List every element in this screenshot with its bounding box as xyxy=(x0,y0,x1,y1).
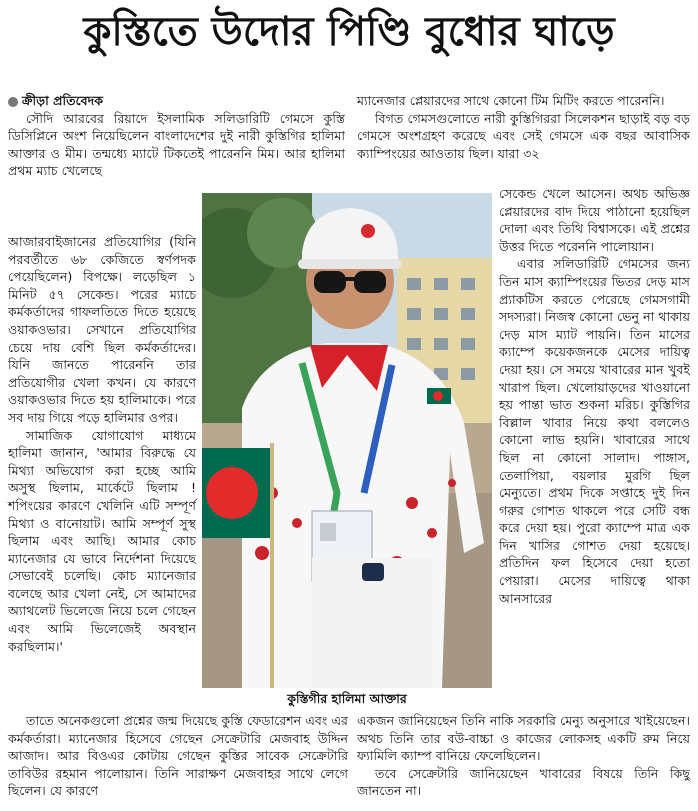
byline-text: ক্রীড়া প্রতিবেদক xyxy=(22,93,104,108)
paragraph: সামাজিক যোগাযোগ মাধ্যমে হালিমা জানান, 'আমার বিরুদ্ধে যে মিথ্যা অভিযোগ করা হচ্ছে আমি অসুস্থ ছিলাম, মার্কেটে ছিলাম ! শপিংয়ের কারণে খেলিনি এটি সম্পূর্ণ মিথ্যা ও বানোয়াট। আমি সম্পূর্ণ সুস্থ ছিলাম এবং আছি। আমার কোচ ম্যানেজার যে ভাবে নির্দেশনা দিয়েছে সেভাবেই চলেছি। কোচ ম্যানেজার বলেছে আর খেলা নেই, সে আমাদের অ্যাথলেট ভিলেজে নিয়ে চলে গেছেন এবং আমি ভিলেজেই অবস্থান করছিলাম।' xyxy=(8,427,196,654)
article-column-bottom-right xyxy=(357,712,690,808)
paragraph: তাতে অনেকগুলো প্রশ্নের জন্ম দিয়েছে কুস্তি ফেডারেশন এবং এর কর্মকর্তারা। ম্যানেজার হিসেবে গেছেন সেক্রেটারি মেজবাহ উদ্দিন আজাদ। আর বিওএর কোটায় গেছেন কুস্তির সাবেক সেক্রেটারি তাবিউর রহমান পালোয়ান। তিনি সারাক্ষণ মেজবাহর সাথে লেগে ছিলেন। যে কারণে xyxy=(8,713,348,799)
paragraph: একজন জানিয়েছেন তিনি নাকি সরকারি মেন্যু অনুসারে খাইয়েছেন। অথচ তিনি তার বউ-বাচ্চা ও কাজের লোকসহ একটি রুম নিয়ে ফ্যামিলি ক্যাম্প বানিয়ে ফেলেছিলেন। xyxy=(357,713,690,764)
bullet-icon xyxy=(8,97,18,107)
article-column-left xyxy=(8,233,196,711)
article-column-bottom-left xyxy=(8,712,348,808)
photo-caption: কুস্তিগীর হালিমা আক্তার xyxy=(287,691,407,706)
byline xyxy=(8,92,345,110)
athlete-photo-illustration xyxy=(202,193,492,688)
paragraph: বিগত গেমসগুলোতে নারী কুস্তিগিররা সিলেকশন ছাড়াই বড় বড় গেমসে অংশগ্রহণ করেছে এবং সেই গেমসে এক বছর আবাসিক ক্যাম্পিংয়ের আওতায় ছিল। যারা ৩২ xyxy=(357,110,690,161)
paragraph: তবে সেক্রেটারি জানিয়েছেন খাবারের বিষয়ে তিনি কিছু জানতেন না। xyxy=(357,765,690,799)
article-column-right xyxy=(499,185,690,695)
paragraph: ম্যানেজার প্লেয়ারদের সাথে কোনো টিম মিটিং করতে পারেননি। xyxy=(357,93,665,108)
paragraph: সৌদি আরবের রিয়াদে ইসলামিক সলিডারিটি গেমসে কুস্তি ডিসিপ্লিনে অংশ নিয়েছিলেন বাংলাদেশের দুই নারী কুস্তিগির হালিমা আক্তার ও মীম। তন্মধ্যে ম্যাটে টিকতেই পারেননি মিম। আর হালিমা প্রথম ম্যাচ খেলেছে xyxy=(8,110,345,179)
athlete-photo xyxy=(202,193,492,688)
paragraph: এবার সলিডারিটি গেমসের জন্য তিন মাস ক্যাম্পিংয়ের ভিতর দেড় মাস প্র্যাকটিস করতে পেরেছে গেমসগামী সদস্যরা। নিজস্ব কোনো ভেনু না থাকায় দেড় মাস ম্যাট পায়নি। তিন মাসের ক্যাম্পে কয়েকজনকে মেসের দায়িত্ব দেয়া হয়। সে সময়ে খাবারের মান খুবই খারাপ ছিল। খেলোয়াড়দের খাওয়ানো হয় পান্তা ভাত শুকনা মরিচ। কুস্তিগির বিল্লাল খাবার নিয়ে কথা বললেও কোনো লাভ হয়নি। খাবারের সাথে ছিল না কোনো সালাদ। পাঙ্গাস, তেলাপিয়া, বয়লার মুরগি ছিল মেন্যুতে। প্রথম দিকে সপ্তাহে দুই দিন গরুর গোশত থাকলে পরে সেটি বন্ধ করে দেয়া হয়। পুরো ক্যাম্পে মাত্র এক দিন খাসির গোশত দেয়া হয়েছে। প্রতিদিন ফল হিসেবে দেয়া হতো পেয়ারা। মেসের দায়িত্বে থাকা আনসারের xyxy=(499,256,690,606)
article-column-top-left xyxy=(8,92,345,198)
headline: কুস্তিতে উদোর পিণ্ডি বুধোর ঘাড়ে xyxy=(83,9,615,55)
paragraph: আজারবাইজানের প্রতিযোগির (যিনি পরবর্তীতে ৬৮ কেজিতে স্বর্ণপদক পেয়েছিলেন) বিপক্ষে। লড়েছিল ১ মিনিট ৫৭ সেকেন্ড। পরের ম্যাচে কর্মকর্তাদের গাফলতিতে দিতে হয়েছে ওয়াকওভার। সেখানে প্রতিযোগির চেয়ে দায় বেশি ছিল কর্মকর্তাদের। যিনি জানতে পারেননি তার প্রতিযোগীর খেলা কখন। যে কারণে ওয়াকওভার দিতে হয় হালিমাকে। পরে সব দায় গিয়ে পড়ে হালিমার ওপর। xyxy=(8,234,196,425)
article-column-top-right xyxy=(357,92,690,184)
paragraph: সেকেন্ড খেলে আসেন। অথচ অভিজ্ঞ প্লেয়ারদের বাদ দিয়ে পাঠানো হয়েছিল দোলা এবং তিথি বিশ্বাসকে। এই প্রশ্নের উত্তর দিতে পরেননি পালোয়ান। xyxy=(499,186,690,254)
